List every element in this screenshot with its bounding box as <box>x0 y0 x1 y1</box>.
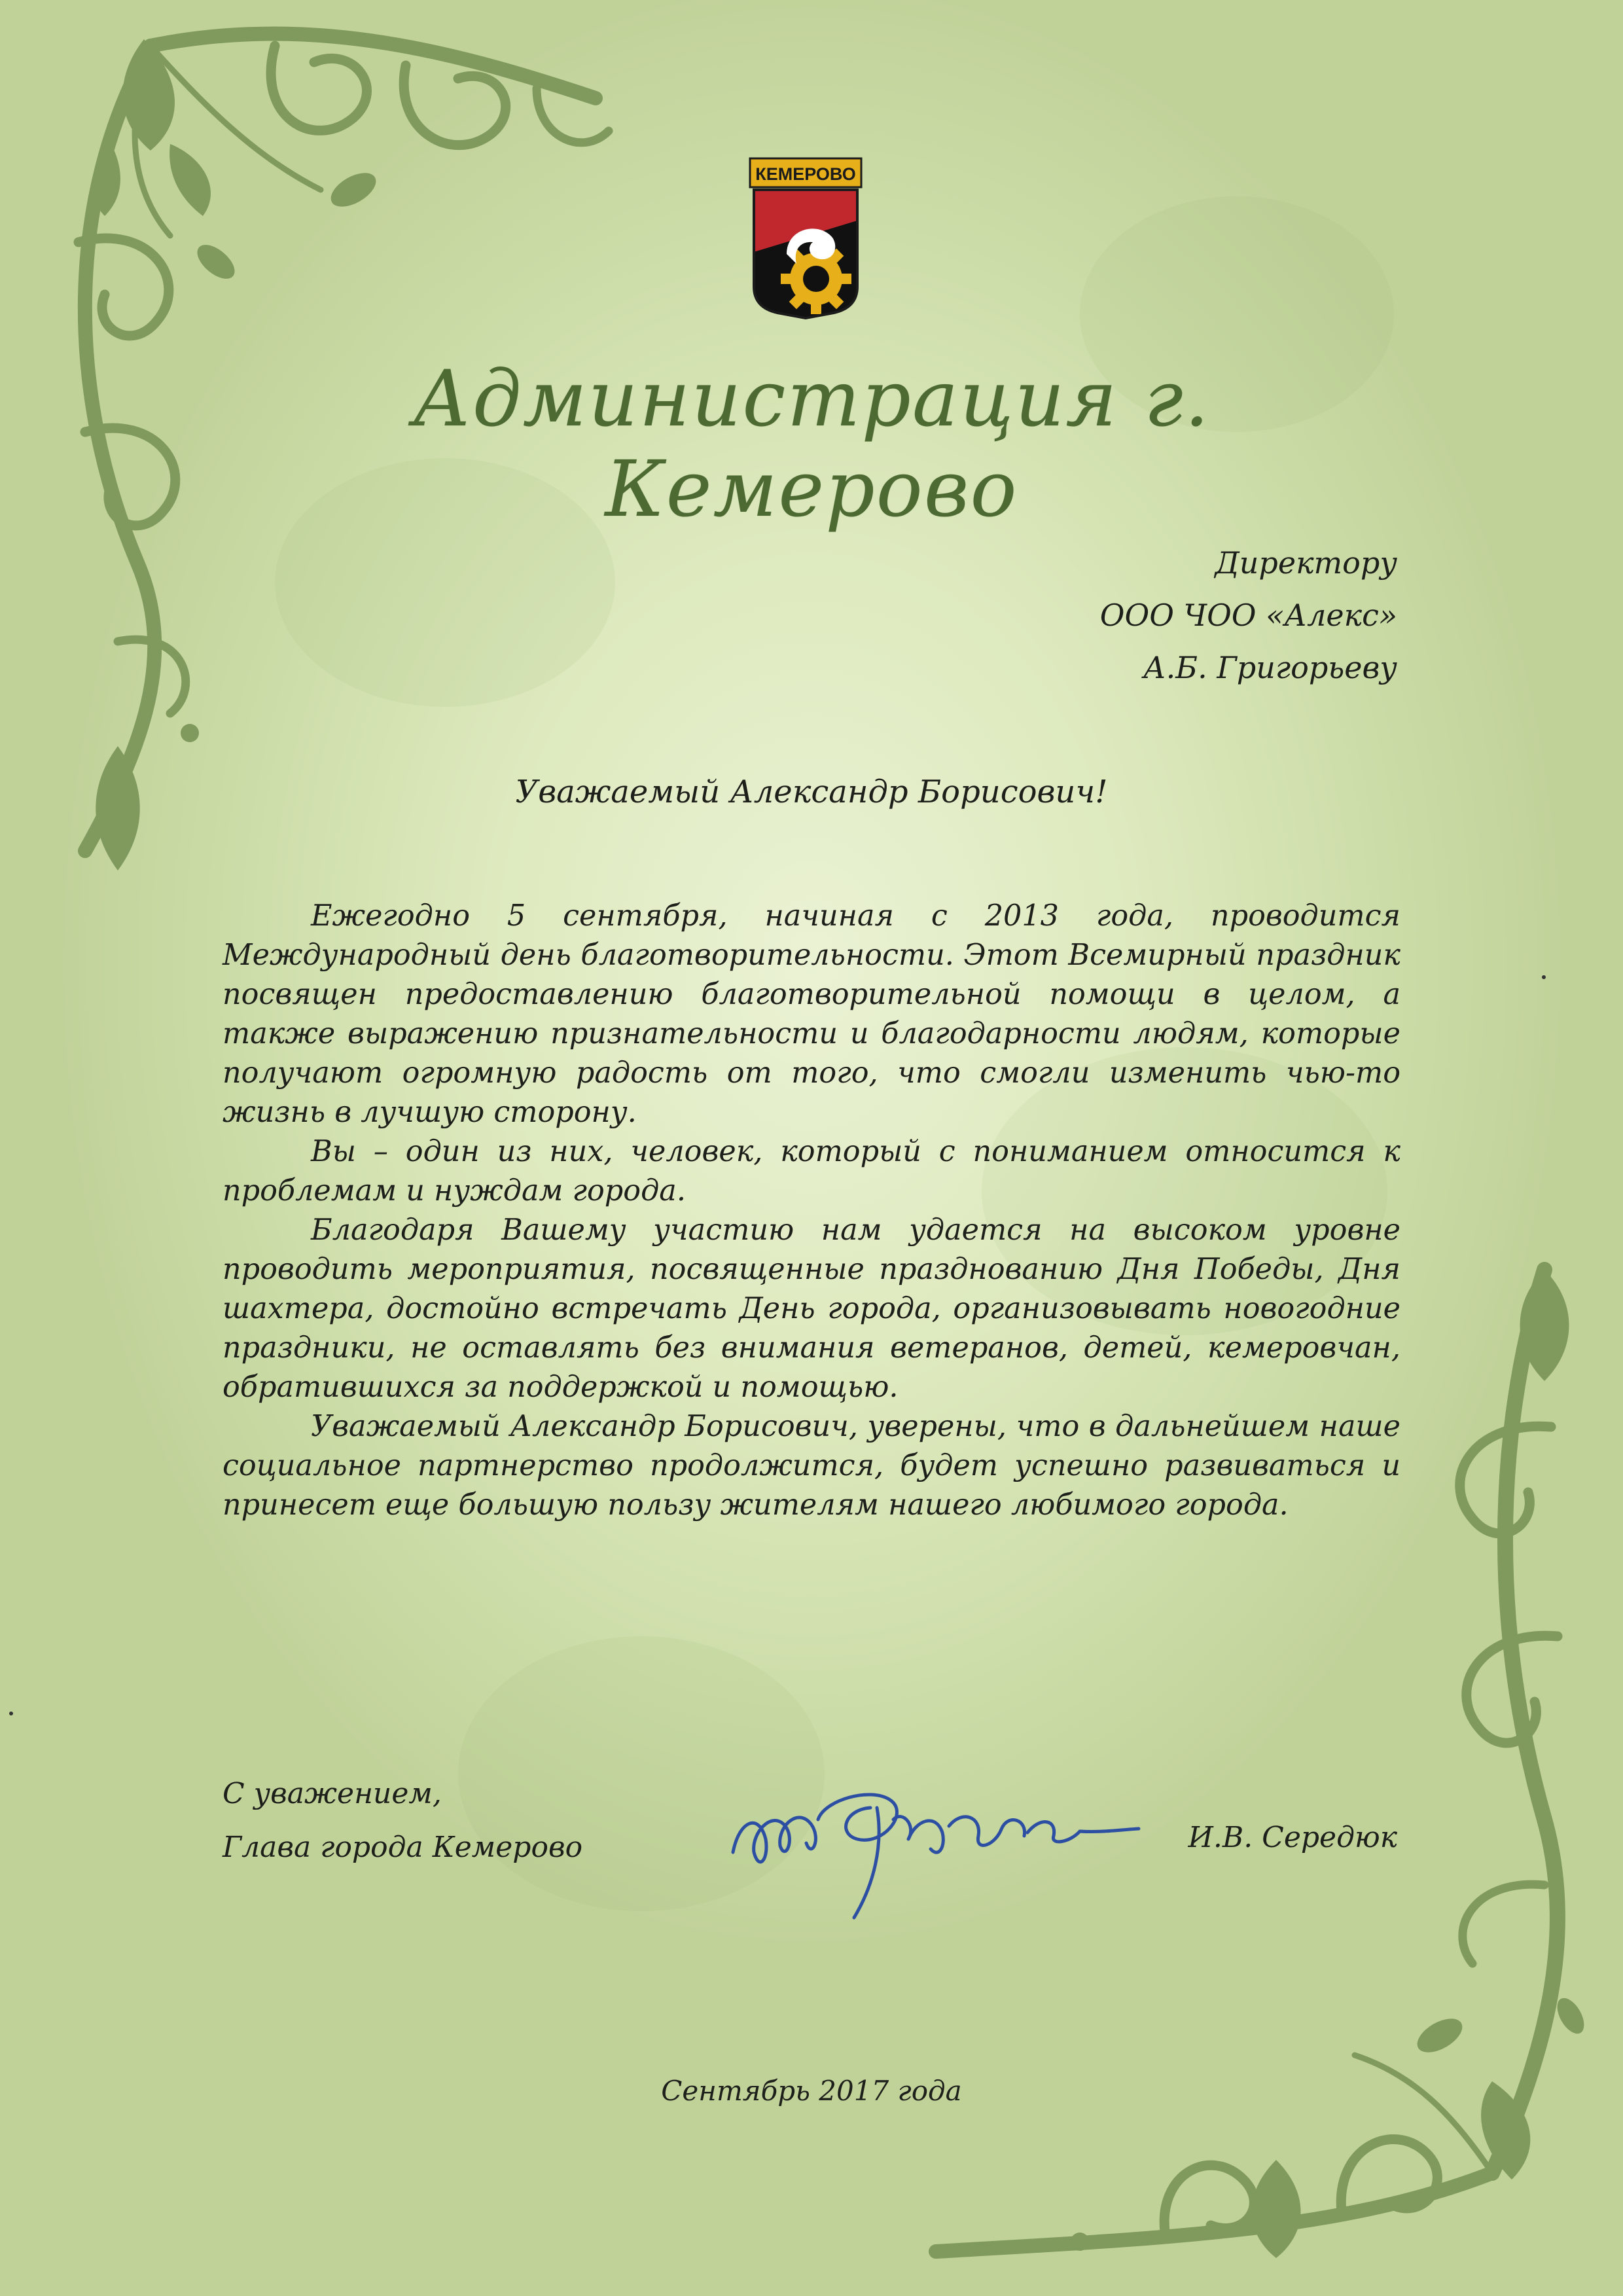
body-paragraph: Благодаря Вашему участию нам удается на высоком уровне проводить мероприятия, посвященные празднованию Дня Победы, Дня шахтера, достойно встречать День города, организовывать новогодние праздники, не оставлять без внимания ветеранов, детей, кемеровчан, обратившихся за поддержкой и помощью. <box>223 1213 1400 1404</box>
closing-regards: С уважением, <box>223 1777 442 1810</box>
closing-position: Глава города Кемерово <box>223 1831 583 1864</box>
letter-date: Сентябрь 2017 года <box>661 2075 962 2107</box>
letterhead-title: Администрация г. Кемерово <box>412 353 1211 534</box>
signer-name: И.В. Середюк <box>1188 1821 1397 1854</box>
salutation: Уважаемый Александр Борисович! <box>515 774 1108 810</box>
body-paragraph: Уважаемый Александр Борисович, уверены, что в дальнейшем наше социальное партнерство продолжится, будет успешно развиваться и принесет еще большую пользу жителям нашего любимого города. <box>223 1410 1400 1522</box>
addressee-name: А.Б. Григорьеву <box>1143 650 1397 685</box>
scan-speck <box>1542 975 1546 979</box>
letter-body <box>223 897 1400 1525</box>
closing-block <box>223 1767 582 1874</box>
body-paragraph: Ежегодно 5 сентября, начиная с 2013 года, проводится Международный день благотворительности. Этот Всемирный праздник посвящен предоставлению благотворительной помощи в целом, а также выражению признательности и благодарности людям, которые получают огромную радость от того, что смогли изменить чью-то жизнь в лучшую сторону. <box>223 899 1400 1129</box>
addressee-position: Директору <box>1215 545 1397 581</box>
scan-speck <box>9 1712 13 1715</box>
crest-label: КЕМЕРОВО <box>755 164 856 184</box>
addressee-organization: ООО ЧОО «Алекс» <box>1099 598 1397 633</box>
kemerovo-coat-of-arms-icon <box>747 156 864 319</box>
handwritten-signature-icon <box>720 1748 1145 1937</box>
addressee-block <box>743 537 1397 694</box>
body-paragraph: Вы – один из них, человек, который с пониманием относится к проблемам и нуждам города. <box>223 1135 1400 1208</box>
